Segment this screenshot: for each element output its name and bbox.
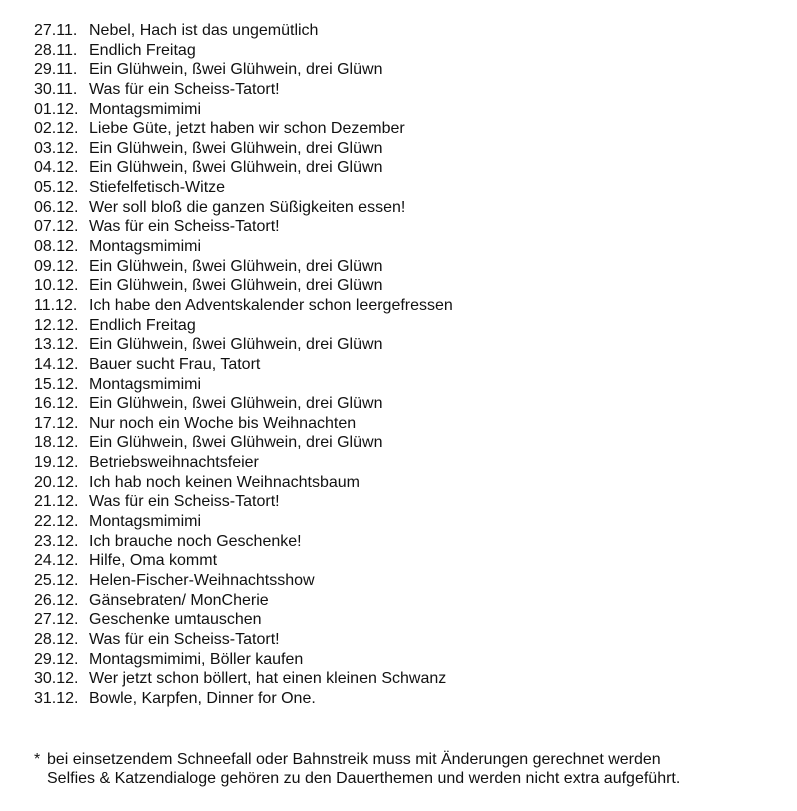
entry-date: 08.12.	[34, 238, 79, 256]
entry-date: 20.12.	[34, 473, 79, 491]
entry-date: 06.12.	[34, 198, 79, 216]
entry-date: 22.12.	[34, 513, 79, 531]
entry-text: Montagsmimimi	[89, 375, 202, 393]
list-item	[34, 630, 453, 650]
entry-text: Geschenke umtauschen	[89, 611, 262, 629]
entry-date: 07.12.	[34, 218, 79, 236]
entry-text: Was für ein Scheiss-Tatort!	[89, 80, 280, 98]
list-item	[34, 119, 453, 139]
list-item	[34, 375, 453, 395]
list-item	[34, 198, 453, 218]
list-item	[34, 414, 453, 434]
entry-date: 28.11.	[34, 41, 78, 59]
entry-text: Hilfe, Oma kommt	[89, 552, 218, 570]
entry-text: Ein Glühwein, ßwei Glühwein, drei Glüwn	[89, 139, 383, 157]
entry-date: 12.12.	[34, 316, 79, 334]
entry-text: Was für ein Scheiss-Tatort!	[89, 493, 280, 511]
entry-date: 25.12.	[34, 571, 79, 589]
entry-text: Ich hab noch keinen Weihnachtsbaum	[89, 473, 360, 491]
list-item	[34, 217, 453, 237]
entry-date: 27.11.	[34, 22, 78, 39]
entry-date: 05.12.	[34, 179, 79, 197]
list-item	[34, 689, 453, 709]
entry-text: Was für ein Scheiss-Tatort!	[89, 630, 280, 648]
footnote-line-2: Selfies & Katzendialoge gehören zu den Dauerthemen und werden nicht extra aufgeführt.	[47, 770, 681, 787]
entry-date: 02.12.	[34, 120, 79, 138]
entry-text: Endlich Freitag	[89, 316, 196, 334]
calendar-list	[34, 21, 453, 708]
entry-date: 10.12.	[34, 277, 79, 295]
list-item	[34, 669, 453, 689]
list-item	[34, 80, 453, 100]
entry-date: 16.12.	[34, 395, 79, 413]
entry-date: 21.12.	[34, 493, 79, 511]
list-item	[34, 433, 453, 453]
entry-text: Liebe Güte, jetzt haben wir schon Dezember	[89, 120, 405, 138]
footnote-asterisk: *	[34, 751, 41, 768]
entry-date: 30.11.	[34, 80, 78, 98]
entry-date: 04.12.	[34, 159, 79, 177]
list-item	[34, 158, 453, 178]
entry-text: Montagsmimimi	[89, 238, 202, 256]
list-item	[34, 237, 453, 257]
entry-text: Montagsmimimi	[89, 513, 202, 531]
list-item	[34, 139, 453, 159]
list-item	[34, 335, 453, 355]
entry-date: 01.12.	[34, 100, 79, 118]
entry-text: Montagsmimimi, Böller kaufen	[89, 650, 304, 668]
entry-text: Betriebsweihnachtsfeier	[89, 454, 259, 472]
entry-text: Ein Glühwein, ßwei Glühwein, drei Glüwn	[89, 257, 383, 275]
entry-text: Ein Glühwein, ßwei Glühwein, drei Glüwn	[89, 277, 383, 295]
entry-text: Ein Glühwein, ßwei Glühwein, drei Glüwn	[89, 395, 383, 413]
entry-text: Helen-Fischer-Weihnachtsshow	[89, 571, 315, 589]
entry-date: 14.12.	[34, 355, 79, 373]
entry-text: Bauer sucht Frau, Tatort	[89, 355, 261, 373]
list-item	[34, 551, 453, 571]
list-item	[34, 257, 453, 277]
entry-date: 19.12.	[34, 454, 79, 472]
entry-date: 09.12.	[34, 257, 79, 275]
list-item	[34, 296, 453, 316]
entry-text: Ich habe den Adventskalender schon leergefressen	[89, 296, 453, 314]
entry-text: Nebel, Hach ist das ungemütlich	[89, 22, 319, 39]
entry-date: 18.12.	[34, 434, 79, 452]
entry-date: 17.12.	[34, 414, 79, 432]
entry-text: Montagsmimimi	[89, 100, 202, 118]
entry-date: 28.12.	[34, 630, 79, 648]
list-item	[34, 60, 453, 80]
list-item	[34, 492, 453, 512]
list-item	[34, 453, 453, 473]
entry-date: 11.12.	[34, 296, 78, 314]
entry-text: Gänsebraten/ MonCherie	[89, 591, 269, 609]
list-item	[34, 650, 453, 670]
list-item	[34, 316, 453, 336]
entry-date: 30.12.	[34, 670, 79, 688]
list-item	[34, 512, 453, 532]
footnote-text-1: bei einsetzendem Schneefall oder Bahnstreik muss mit Änderungen gerechnet werden	[47, 751, 661, 768]
list-item	[34, 276, 453, 296]
entry-date: 31.12.	[34, 689, 79, 707]
entry-text: Bowle, Karpfen, Dinner for One.	[89, 689, 316, 707]
entry-date: 29.11.	[34, 61, 78, 79]
list-item	[34, 473, 453, 493]
entry-text: Ein Glühwein, ßwei Glühwein, drei Glüwn	[89, 159, 383, 177]
entry-date: 15.12.	[34, 375, 79, 393]
entry-text: Nur noch ein Woche bis Weihnachten	[89, 414, 357, 432]
entry-date: 03.12.	[34, 139, 79, 157]
list-item	[34, 394, 453, 414]
list-item	[34, 178, 453, 198]
entry-text: Wer soll bloß die ganzen Süßigkeiten essen!	[89, 198, 406, 216]
footnote-line-1	[34, 750, 680, 769]
entry-date: 24.12.	[34, 552, 79, 570]
entry-date: 27.12.	[34, 611, 79, 629]
entry-date: 13.12.	[34, 336, 79, 354]
entry-text: Was für ein Scheiss-Tatort!	[89, 218, 280, 236]
footnote	[34, 750, 680, 788]
entry-date: 26.12.	[34, 591, 79, 609]
list-item	[34, 571, 453, 591]
entry-text: Ein Glühwein, ßwei Glühwein, drei Glüwn	[89, 434, 383, 452]
list-item	[34, 21, 453, 41]
list-item	[34, 355, 453, 375]
entry-text: Ein Glühwein, ßwei Glühwein, drei Glüwn	[89, 61, 383, 79]
list-item	[34, 41, 453, 61]
entry-text: Stiefelfetisch-Witze	[89, 179, 226, 197]
entry-text: Ein Glühwein, ßwei Glühwein, drei Glüwn	[89, 336, 383, 354]
entry-date: 23.12.	[34, 532, 79, 550]
entry-text: Ich brauche noch Geschenke!	[89, 532, 302, 550]
list-item	[34, 591, 453, 611]
list-item	[34, 532, 453, 552]
entry-date: 29.12.	[34, 650, 79, 668]
list-item	[34, 610, 453, 630]
entry-text: Wer jetzt schon böllert, hat einen kleinen Schwanz	[89, 670, 447, 688]
list-item	[34, 100, 453, 120]
entry-text: Endlich Freitag	[89, 41, 196, 59]
